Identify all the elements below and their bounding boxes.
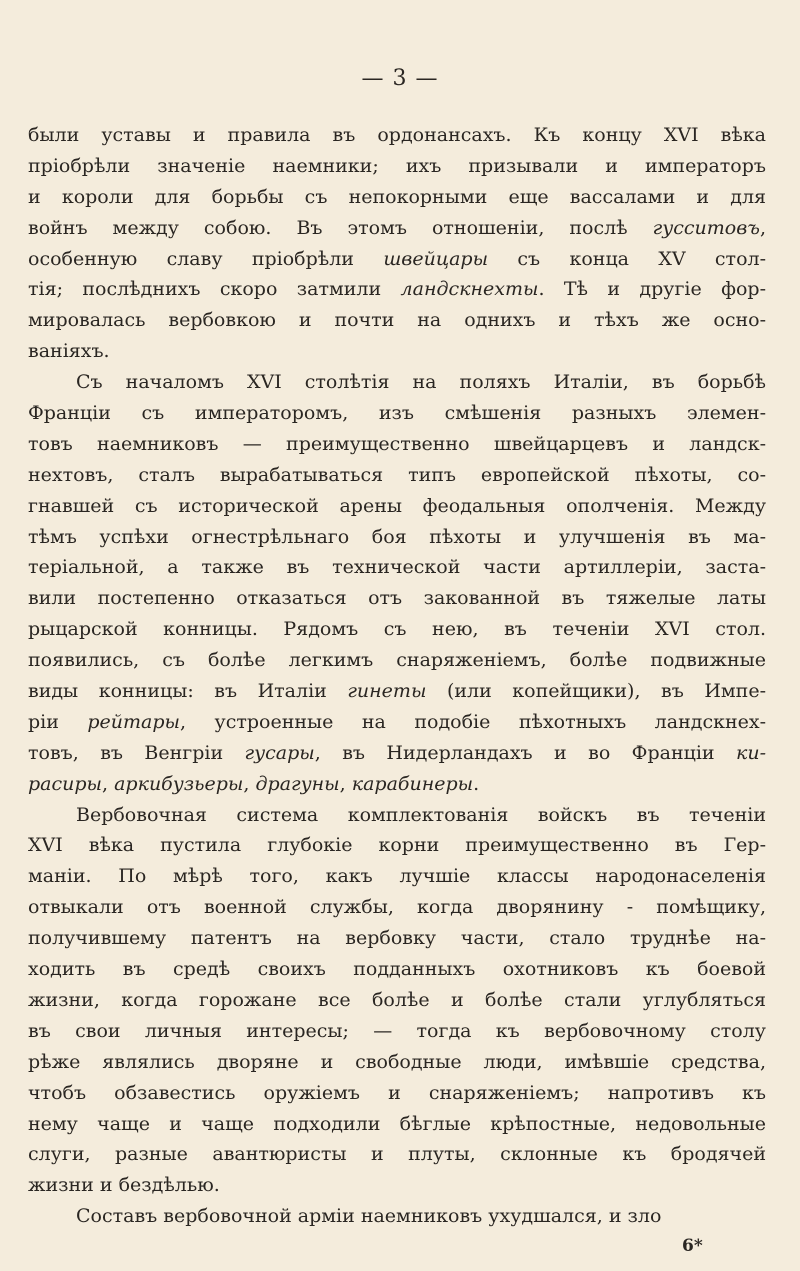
text-line [28, 676, 766, 707]
text-segment: Франціи съ императоромъ, изъ смѣшенія разныхъ элемен- [28, 402, 766, 425]
text-segment: войнъ между собою. Въ этомъ отношеніи, послѣ [28, 216, 653, 239]
italic-term: гинеты [347, 680, 427, 703]
text-segment: тія; послѣднихъ скоро затмили [28, 278, 401, 301]
text-line [28, 336, 766, 367]
text-segment: рыцарской конницы. Рядомъ съ нею, въ теченіи XVI стол. [28, 618, 766, 641]
text-segment: , [339, 772, 352, 795]
text-segment: ваніяхъ. [28, 340, 110, 363]
text-line [28, 1109, 766, 1140]
text-segment: теріальной, а также въ технической части артиллеріи, заста- [28, 556, 766, 579]
italic-term: рейтары [87, 710, 181, 733]
text-segment: гнавшей съ исторической арены феодальныя ополченія. Между [28, 494, 766, 517]
text-segment: жизни и бездѣлью. [28, 1174, 220, 1197]
text-segment: и короли для борьбы съ непокорными еще вассалами и для [28, 185, 766, 208]
text-line [28, 923, 766, 954]
text-line [28, 460, 766, 491]
text-line [28, 1170, 766, 1201]
text-segment: въ свои личныя интересы; — тогда къ вербовочному столу [28, 1019, 766, 1042]
text-line [28, 1201, 766, 1232]
italic-term: гусситовъ [652, 216, 760, 239]
text-line [28, 213, 766, 244]
text-line [28, 182, 766, 213]
text-segment: Вербовочная система комплектованія войскъ въ теченіи [76, 803, 766, 826]
printer-signature-mark: 6* [682, 1236, 703, 1256]
text-line [28, 769, 766, 800]
text-line [28, 429, 766, 460]
paragraph [28, 367, 766, 799]
text-line [28, 800, 766, 831]
text-segment: рѣже являлись дворяне и свободные люди, имѣвшіе средства, [28, 1050, 766, 1073]
text-line [28, 491, 766, 522]
paragraph [28, 120, 766, 367]
text-segment: тѣмъ успѣхи огнестрѣльнаго боя пѣхоты и улучшенія въ ма- [28, 525, 766, 548]
text-line [28, 552, 766, 583]
text-segment: пріобрѣли значеніе наемники; ихъ призывали и императоръ [28, 154, 766, 177]
text-segment: виды конницы: въ Италіи [28, 680, 348, 703]
text-segment: , [243, 772, 256, 795]
text-line [28, 367, 766, 398]
text-line [28, 583, 766, 614]
text-line [28, 985, 766, 1016]
italic-term: расиры [28, 772, 103, 795]
italic-term: ки- [735, 741, 766, 764]
italic-term: аркибузьеры [114, 772, 244, 795]
text-segment: нему чаще и чаще подходили бѣглые крѣпостные, недовольные [28, 1112, 766, 1135]
text-segment: получившему патентъ на вербовку части, стало труднѣе на- [28, 927, 766, 950]
text-line [28, 151, 766, 182]
text-segment: Составъ вербовочной арміи наемниковъ ухудшался, и зло [76, 1205, 662, 1228]
italic-term: драгуны [255, 772, 340, 795]
text-segment: XVI вѣка пустила глубокіе корни преимущественно въ Гер- [28, 834, 766, 857]
page-number: — 3 — [361, 66, 439, 91]
italic-term: ландскнехты [400, 278, 539, 301]
text-line [28, 522, 766, 553]
text-segment: , устроенные на подобіе пѣхотныхъ ландскнех- [180, 710, 766, 733]
text-line [28, 645, 766, 676]
text-segment: съ конца XV стол- [488, 247, 766, 270]
text-segment: чтобъ обзавестись оружіемъ и снаряженіемъ; напротивъ къ [28, 1081, 766, 1104]
text-segment: , [102, 772, 115, 795]
text-segment: товъ наемниковъ — преимущественно швейцарцевъ и ландск- [28, 432, 766, 455]
text-segment: . Тѣ и другіе фор- [538, 278, 766, 301]
text-segment: слуги, разные авантюристы и плуты, склонные къ бродячей [28, 1143, 766, 1166]
text-line [28, 1139, 766, 1170]
text-segment: ріи [28, 710, 88, 733]
italic-term: гусары [244, 741, 315, 764]
text-line [28, 707, 766, 738]
text-line [28, 244, 766, 275]
text-line [28, 398, 766, 429]
text-line [28, 614, 766, 645]
text-segment: маніи. По мѣрѣ того, какъ лучшіе классы народонаселенія [28, 865, 766, 888]
paragraph [28, 800, 766, 1202]
text-segment: (или копейщики), въ Импе- [426, 680, 766, 703]
text-body [28, 120, 766, 1232]
text-segment: особенную славу пріобрѣли [28, 247, 384, 270]
text-segment: . [473, 772, 480, 795]
text-segment: отвыкали отъ военной службы, когда дворянину - помѣщику, [28, 896, 766, 919]
text-line [28, 305, 766, 336]
italic-term: карабинеры [351, 772, 474, 795]
text-segment: нехтовъ, сталъ вырабатываться типъ европейской пѣхоты, со- [28, 463, 766, 486]
text-segment: товъ, въ Венгріи [28, 741, 245, 764]
text-segment: ходить въ средѣ своихъ подданныхъ охотниковъ къ боевой [28, 958, 766, 981]
text-segment: Съ началомъ XVI столѣтія на поляхъ Италіи, въ борьбѣ [76, 371, 766, 394]
text-line [28, 1078, 766, 1109]
text-line [28, 120, 766, 151]
text-line [28, 1016, 766, 1047]
text-line [28, 1047, 766, 1078]
text-segment: , [759, 216, 766, 239]
paragraph [28, 1201, 766, 1232]
text-segment: мировалась вербовкою и почти на однихъ и тѣхъ же осно- [28, 309, 766, 332]
text-line [28, 738, 766, 769]
text-segment: жизни, когда горожане все болѣе и болѣе стали углубляться [28, 988, 766, 1011]
italic-term: швейцары [383, 247, 489, 270]
text-segment: , въ Нидерландахъ и во Франціи [314, 741, 736, 764]
text-line [28, 892, 766, 923]
text-line [28, 274, 766, 305]
text-line [28, 861, 766, 892]
text-line [28, 954, 766, 985]
text-segment: вили постепенно отказаться отъ закованной въ тяжелые латы [28, 587, 766, 610]
text-line [28, 830, 766, 861]
text-segment: появились, съ болѣе легкимъ снаряженіемъ, болѣе подвижные [28, 649, 766, 672]
text-segment: были уставы и правила въ ордонансахъ. Къ концу XVI вѣка [28, 124, 766, 146]
